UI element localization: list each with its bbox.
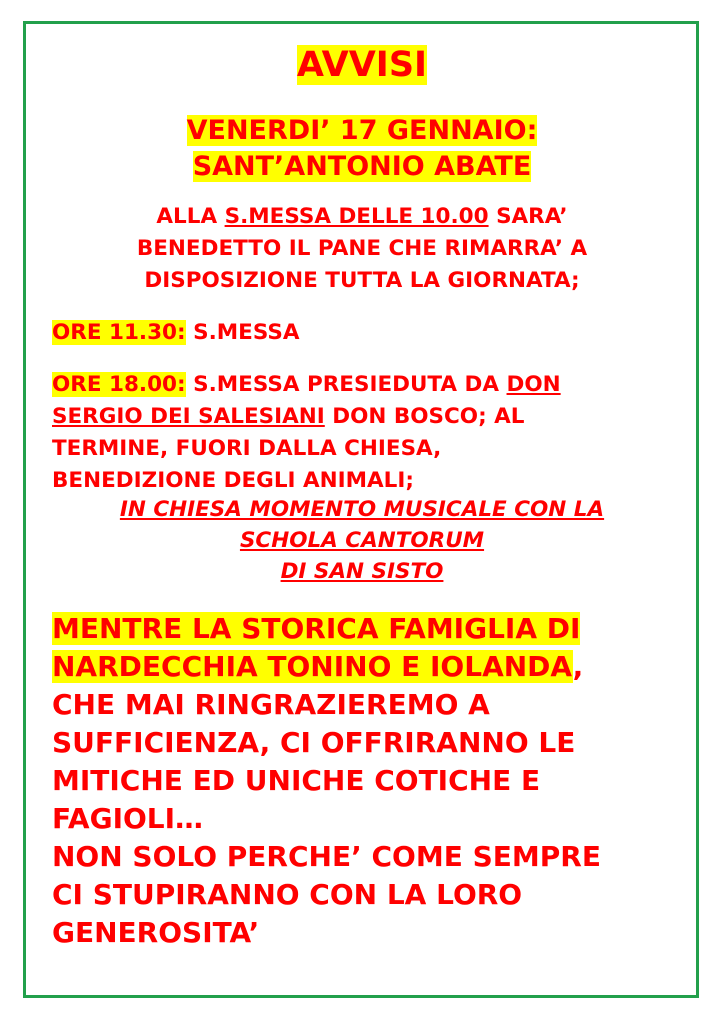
mass-1800-line-2: SERGIO DEI SALESIANI DON BOSCO; AL	[52, 404, 525, 429]
bread-notice-line-3: DISPOSIZIONE TUTTA LA GIORNATA;	[144, 268, 580, 293]
family-line-1: MENTRE LA STORICA FAMIGLIA DI	[52, 612, 581, 645]
date-header-line-2: SANT’ANTONIO ABATE	[192, 151, 532, 182]
family-line-7: NON SOLO PERCHE’ COME SEMPRE	[52, 840, 601, 873]
family-line-2: NARDECCHIA TONINO E IOLANDA,	[52, 650, 584, 683]
page-title: AVVISI	[296, 45, 428, 85]
music-line-1: IN CHIESA MOMENTO MUSICALE CON LA	[119, 497, 605, 522]
family-line-4: SUFFICIENZA, CI OFFRIRANNO LE	[52, 726, 576, 759]
family-line-3: CHE MAI RINGRAZIEREMO A	[52, 688, 490, 721]
family-line-9: GENEROSITA’	[52, 916, 260, 949]
music-line-3: DI SAN SISTO	[280, 559, 444, 584]
bread-notice-line-2: BENEDETTO IL PANE CHE RIMARRA’ A	[136, 236, 588, 261]
family-line-8: CI STUPIRANNO CON LA LORO	[52, 878, 523, 911]
date-header-line-1: VENERDI’ 17 GENNAIO:	[186, 115, 538, 146]
mass-1800-line-1: ORE 18.00: S.MESSA PRESIEDUTA DA DON	[52, 372, 561, 397]
family-line-5: MITICHE ED UNICHE COTICHE E	[52, 764, 541, 797]
mass-1000-text: S.MESSA DELLE 10.00	[224, 204, 489, 229]
mass-1130-time: ORE 11.30:	[52, 320, 186, 345]
family-line-6: FAGIOLI…	[52, 802, 204, 835]
mass-1130-line: ORE 11.30: S.MESSA	[52, 320, 300, 345]
music-line-2: SCHOLA CANTORUM	[239, 528, 485, 553]
mass-1800-time: ORE 18.00:	[52, 372, 186, 397]
mass-1800-line-3: TERMINE, FUORI DALLA CHIESA,	[52, 436, 442, 461]
mass-1800-line-4: BENEDIZIONE DEGLI ANIMALI;	[52, 468, 414, 493]
bread-notice-line-1: ALLA S.MESSA DELLE 10.00 SARA’	[156, 204, 568, 229]
